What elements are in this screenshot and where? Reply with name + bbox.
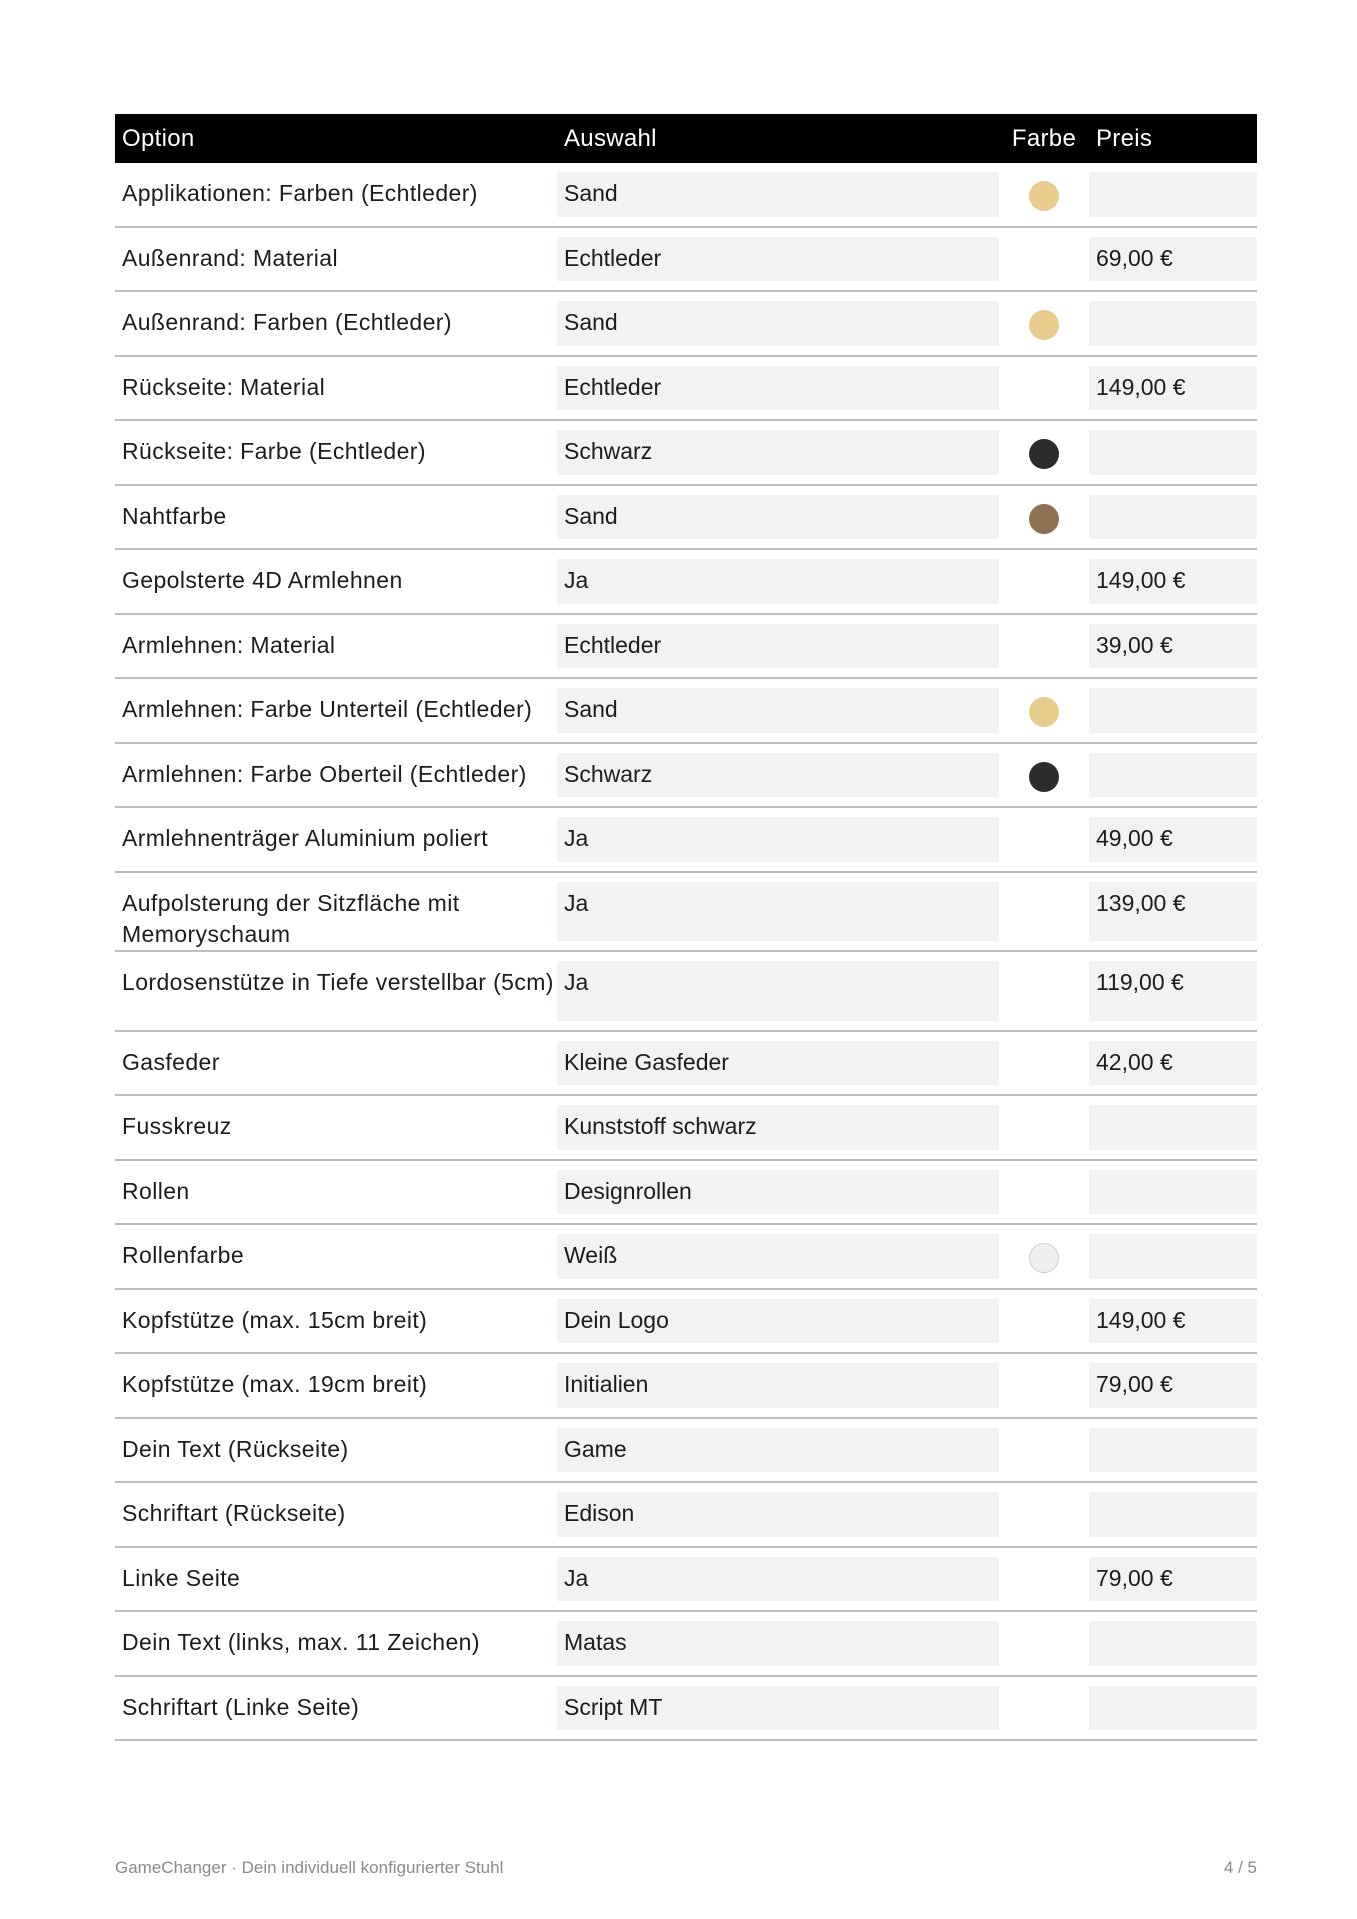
option-price	[1089, 688, 1257, 733]
option-choice: Script MT	[557, 1686, 999, 1731]
color-swatch	[1029, 439, 1059, 469]
table-row	[115, 1483, 1257, 1548]
table-row	[115, 357, 1257, 422]
option-name: Außenrand: Material	[122, 244, 338, 271]
option-price	[1089, 1428, 1257, 1473]
table-row	[115, 615, 1257, 680]
option-name: Nahtfarbe	[122, 502, 227, 529]
footer-title: GameChanger · Dein individuell konfigurierter Stuhl	[115, 1858, 504, 1877]
option-choice: Ja	[557, 882, 999, 942]
color-swatch	[1029, 762, 1059, 792]
color-cell	[999, 559, 1089, 604]
option-choice: Sand	[557, 172, 999, 217]
option-choice: Schwarz	[557, 430, 999, 475]
table-row	[115, 744, 1257, 809]
table-row	[115, 1354, 1257, 1419]
option-price: 149,00 €	[1089, 559, 1257, 604]
option-name: Schriftart (Rückseite)	[122, 1500, 346, 1526]
option-name: Rollen	[122, 1177, 190, 1204]
color-cell	[999, 301, 1089, 346]
table-row	[115, 1677, 1257, 1742]
color-cell	[999, 882, 1089, 942]
table-row	[115, 486, 1257, 551]
page-footer	[115, 1858, 1257, 1878]
option-choice: Dein Logo	[557, 1299, 999, 1344]
option-choice: Sand	[557, 301, 999, 346]
option-name: Rückseite: Material	[122, 373, 326, 400]
option-name: Schriftart (Linke Seite)	[122, 1693, 360, 1720]
table-row	[115, 952, 1257, 1032]
table-body	[115, 163, 1257, 1741]
color-cell	[999, 1492, 1089, 1537]
color-swatch	[1029, 181, 1059, 211]
option-price: 149,00 €	[1089, 366, 1257, 411]
option-price	[1089, 430, 1257, 475]
option-choice: Game	[557, 1428, 999, 1473]
option-name: Kopfstütze (max. 15cm breit)	[122, 1306, 428, 1333]
option-price: 149,00 €	[1089, 1299, 1257, 1344]
option-price	[1089, 1492, 1257, 1537]
color-cell	[999, 495, 1089, 540]
option-choice: Ja	[557, 1557, 999, 1602]
option-choice: Matas	[557, 1621, 999, 1666]
option-price: 39,00 €	[1089, 624, 1257, 669]
color-cell	[999, 1428, 1089, 1473]
option-price: 139,00 €	[1089, 882, 1257, 942]
table-row	[115, 808, 1257, 873]
option-choice: Initialien	[557, 1363, 999, 1408]
color-cell	[999, 1170, 1089, 1215]
color-swatch	[1029, 504, 1059, 534]
color-cell	[999, 1686, 1089, 1731]
option-choice: Sand	[557, 495, 999, 540]
option-price: 119,00 €	[1089, 961, 1257, 1021]
option-price	[1089, 172, 1257, 217]
color-cell	[999, 237, 1089, 282]
option-price: 49,00 €	[1089, 817, 1257, 862]
table-row	[115, 550, 1257, 615]
option-choice: Ja	[557, 961, 999, 1021]
header-choice: Auswahl	[564, 124, 657, 152]
option-price	[1089, 1170, 1257, 1215]
option-name: Dein Text (links, max. 11 Zeichen)	[122, 1629, 480, 1655]
option-name: Applikationen: Farben (Echtleder)	[122, 180, 478, 206]
header-option: Option	[122, 124, 195, 152]
option-price	[1089, 495, 1257, 540]
option-choice: Edison	[557, 1492, 999, 1537]
table-header	[115, 114, 1257, 163]
color-cell	[999, 624, 1089, 669]
option-price	[1089, 1105, 1257, 1150]
color-cell	[999, 1557, 1089, 1602]
option-price	[1089, 1234, 1257, 1279]
option-choice: Schwarz	[557, 753, 999, 798]
option-choice: Kunststoff schwarz	[557, 1105, 999, 1150]
table-row	[115, 292, 1257, 357]
color-cell	[999, 366, 1089, 411]
table-row	[115, 163, 1257, 228]
color-cell	[999, 817, 1089, 862]
option-price: 69,00 €	[1089, 237, 1257, 282]
option-choice: Ja	[557, 817, 999, 862]
color-cell	[999, 688, 1089, 733]
option-choice: Echtleder	[557, 624, 999, 669]
option-name: Kopfstütze (max. 19cm breit)	[122, 1371, 428, 1397]
option-name: Gasfeder	[122, 1048, 220, 1075]
option-choice: Kleine Gasfeder	[557, 1041, 999, 1086]
option-choice: Sand	[557, 688, 999, 733]
color-cell	[999, 172, 1089, 217]
option-name: Linke Seite	[122, 1564, 241, 1591]
option-name: Dein Text (Rückseite)	[122, 1435, 349, 1462]
option-name: Gepolsterte 4D Armlehnen	[122, 567, 403, 593]
color-cell	[999, 430, 1089, 475]
color-cell	[999, 1621, 1089, 1666]
color-cell	[999, 1234, 1089, 1279]
table-row	[115, 1032, 1257, 1097]
option-price	[1089, 1686, 1257, 1731]
color-swatch	[1029, 310, 1059, 340]
color-cell	[999, 961, 1089, 1021]
option-price	[1089, 301, 1257, 346]
color-cell	[999, 1041, 1089, 1086]
color-cell	[999, 1363, 1089, 1408]
option-name: Rollenfarbe	[122, 1242, 245, 1268]
table-row	[115, 1096, 1257, 1161]
option-choice: Ja	[557, 559, 999, 604]
table-row	[115, 1612, 1257, 1677]
table-row	[115, 1548, 1257, 1613]
option-choice: Echtleder	[557, 366, 999, 411]
table-row	[115, 1419, 1257, 1484]
header-price: Preis	[1096, 124, 1153, 152]
table-row	[115, 679, 1257, 744]
option-price	[1089, 753, 1257, 798]
option-choice: Echtleder	[557, 237, 999, 282]
option-price	[1089, 1621, 1257, 1666]
option-name: Aufpolsterung der Sitzfläche mit Memoryschaum	[122, 889, 460, 947]
option-name: Armlehnen: Material	[122, 631, 336, 658]
color-cell	[999, 1299, 1089, 1344]
option-name: Fusskreuz	[122, 1113, 232, 1139]
color-swatch	[1029, 1243, 1059, 1273]
option-name: Außenrand: Farben (Echtleder)	[122, 309, 452, 335]
option-name: Lordosenstütze in Tiefe verstellbar (5cm)	[122, 969, 554, 995]
option-choice: Weiß	[557, 1234, 999, 1279]
table-row	[115, 228, 1257, 293]
table-row	[115, 1225, 1257, 1290]
table-row	[115, 1290, 1257, 1355]
option-name: Armlehnenträger Aluminium poliert	[122, 825, 489, 851]
color-cell	[999, 1105, 1089, 1150]
option-name: Armlehnen: Farbe Unterteil (Echtleder)	[122, 696, 533, 722]
option-name: Rückseite: Farbe (Echtleder)	[122, 438, 426, 464]
page-number: 4 / 5	[1223, 1858, 1257, 1877]
table-row	[115, 873, 1257, 953]
configuration-table-page	[115, 114, 1257, 1741]
table-row	[115, 1161, 1257, 1226]
option-price: 79,00 €	[1089, 1363, 1257, 1408]
table-row	[115, 421, 1257, 486]
option-choice: Designrollen	[557, 1170, 999, 1215]
option-name: Armlehnen: Farbe Oberteil (Echtleder)	[122, 760, 527, 787]
header-color: Farbe	[1011, 124, 1077, 152]
color-cell	[999, 753, 1089, 798]
option-price: 42,00 €	[1089, 1041, 1257, 1086]
color-swatch	[1029, 697, 1059, 727]
option-price: 79,00 €	[1089, 1557, 1257, 1602]
